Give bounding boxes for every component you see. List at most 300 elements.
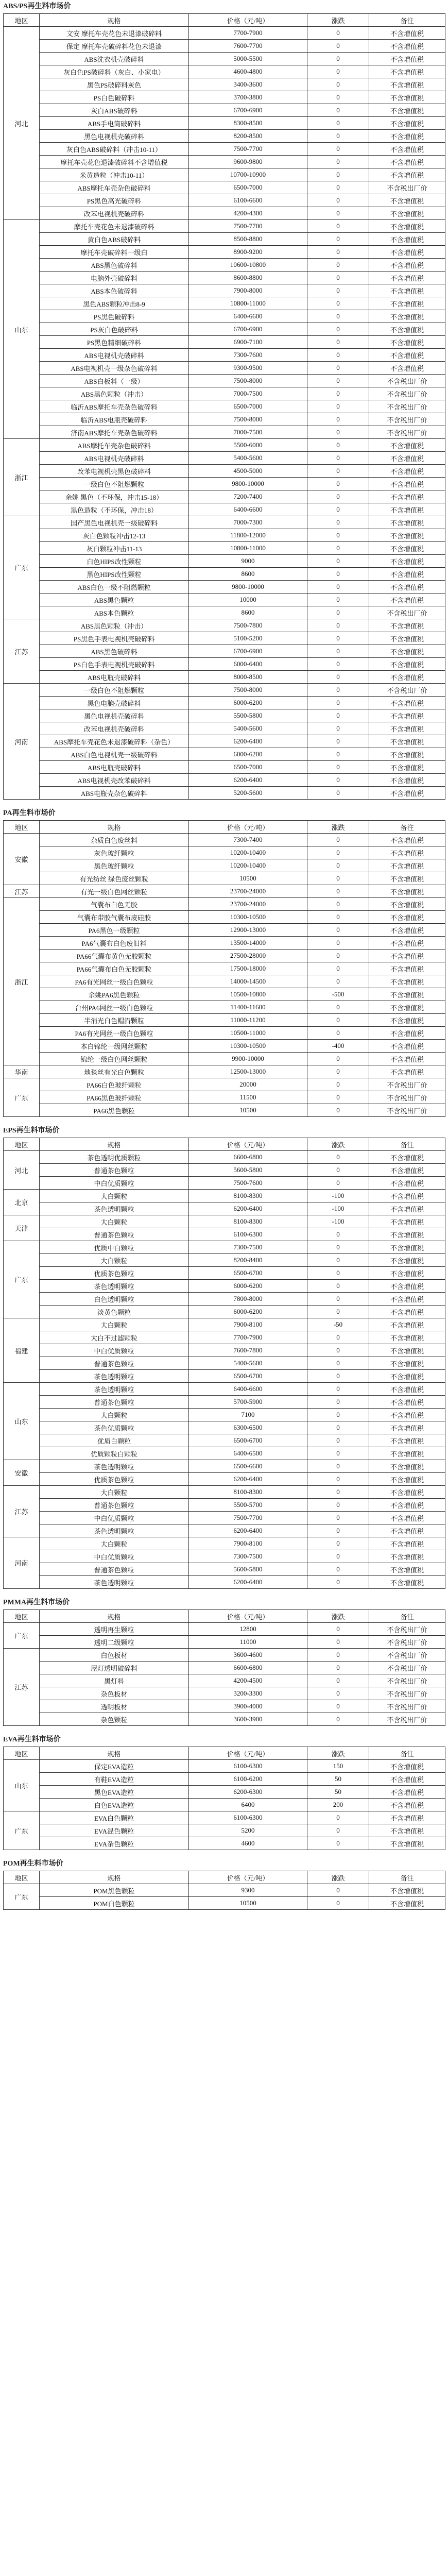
price-cell: 7100 [189,1409,307,1421]
spec-cell: 余姚PA6黑色颗粒 [40,988,189,1001]
change-cell: 0 [307,181,369,194]
table-row [4,1091,445,1104]
region-cell: 广东 [4,1241,40,1318]
spec-cell: 大白颗粒 [40,1409,189,1421]
change-cell: 0 [307,1824,369,1837]
table-row [4,516,445,529]
spec-cell: 白色HIPS改性颗粒 [40,555,189,568]
change-cell: 0 [307,516,369,529]
column-header: 备注 [369,1138,445,1151]
spec-cell: 锦纶一级白色网丝颗粒 [40,1053,189,1065]
table-row [4,722,445,735]
table-row [4,1434,445,1447]
change-cell: 0 [307,542,369,555]
change-cell: 0 [307,104,369,117]
change-cell: 0 [307,27,369,40]
note-cell: 不含增值税 [369,1202,445,1215]
price-cell: 6900-7100 [189,336,307,349]
table-row [4,1524,445,1537]
note-cell: 不含增值税 [369,988,445,1001]
note-cell: 不含增值税 [369,658,445,671]
note-cell: 不含增值税 [369,645,445,658]
note-cell: 不含增值税 [369,529,445,542]
price-cell: 8100-8300 [189,1190,307,1202]
change-cell: 0 [307,1254,369,1267]
change-cell: 0 [307,748,369,761]
note-cell: 不含增值税 [369,1190,445,1202]
note-cell: 不含增值税 [369,130,445,143]
change-cell: 0 [307,1687,369,1700]
note-cell: 不含增值税 [369,272,445,284]
note-cell: 不含增值税 [369,233,445,246]
table-row [4,555,445,568]
price-cell: 9800-10000 [189,478,307,490]
change-cell: 0 [307,722,369,735]
table-row [4,1215,445,1228]
spec-cell: PS灰白色破碎料 [40,323,189,336]
price-cell: 6500-6700 [189,1434,307,1447]
spec-cell: ABS黑色破碎料 [40,259,189,272]
change-cell: 0 [307,937,369,950]
note-cell: 不含税出厂价 [369,606,445,619]
note-cell: 不含增值税 [369,65,445,78]
price-cell: 6200-6400 [189,1202,307,1215]
note-cell: 不含增值税 [369,542,445,555]
column-header: 涨跌 [307,1747,369,1760]
note-cell: 不含增值税 [369,1267,445,1280]
spec-cell: ABS电视机壳破碎料 [40,452,189,465]
spec-cell: ABS黑色颗粒（冲击） [40,619,189,632]
change-cell: 0 [307,1447,369,1460]
note-cell: 不含增值税 [369,975,445,988]
table-row [4,40,445,53]
header-row [4,1747,445,1760]
table-row [4,426,445,439]
spec-cell: 优质茶色颗粒 [40,1473,189,1486]
note-cell: 不含增值税 [369,787,445,800]
price-cell: 6100-6600 [189,194,307,207]
table-row [4,1636,445,1649]
spec-cell: 临沂ABS电瓶壳破碎料 [40,413,189,426]
price-cell: 5600-5800 [189,1164,307,1177]
change-cell: 0 [307,1370,369,1383]
table-row [4,156,445,168]
spec-cell: 茶色优质颗粒 [40,1421,189,1434]
price-cell: 6100-6300 [189,1760,307,1773]
note-cell: 不含增值税 [369,1409,445,1421]
table-row [4,27,445,40]
note-cell: 不含增值税 [369,1447,445,1460]
column-header: 备注 [369,1610,445,1623]
spec-cell: 黑灯料 [40,1674,189,1687]
spec-cell: 大白颗粒 [40,1318,189,1331]
change-cell: 0 [307,130,369,143]
table-row [4,1151,445,1164]
table-row [4,859,445,872]
spec-cell: 中白优质颗粒 [40,1512,189,1524]
spec-cell: 灰白色ABS破碎料（冲击10-11） [40,143,189,156]
column-header: 备注 [369,14,445,27]
table-row [4,1357,445,1370]
change-cell: 50 [307,1786,369,1799]
note-cell: 不含增值税 [369,1027,445,1040]
change-cell: 0 [307,619,369,632]
region-cell: 河南 [4,1537,40,1589]
note-cell: 不含增值税 [369,885,445,898]
price-cell: 6400-6600 [189,1383,307,1396]
spec-cell: PA6有光网丝一级白色颗粒 [40,1027,189,1040]
note-cell: 不含增值税 [369,465,445,478]
change-cell: 0 [307,1897,369,1910]
price-cell: 8600 [189,568,307,581]
price-cell: 7700-7900 [189,27,307,40]
spec-cell: ABS摩托车壳花色未退漆破碎料（杂色） [40,735,189,748]
table-row [4,1027,445,1040]
note-cell: 不含税出厂价 [369,1091,445,1104]
spec-cell: 茶色透明颗粒 [40,1202,189,1215]
change-cell: 0 [307,1396,369,1409]
table-row [4,1228,445,1241]
spec-cell: 杂色颗粒 [40,1713,189,1726]
change-cell: 0 [307,1636,369,1649]
price-cell: 8100-8300 [189,1486,307,1499]
note-cell: 不含增值税 [369,1001,445,1014]
header-row [4,1138,445,1151]
spec-cell: EVA混色颗粒 [40,1824,189,1837]
spec-cell: 中白优质颗粒 [40,1550,189,1563]
price-cell: 6200-6400 [189,774,307,787]
change-cell: 0 [307,950,369,962]
table-row [4,1014,445,1027]
spec-cell: 茶色透明颗粒 [40,1524,189,1537]
table-row [4,787,445,800]
table-row [4,246,445,259]
price-cell: 5500-5800 [189,709,307,722]
spec-cell: 普通茶色颗粒 [40,1499,189,1512]
note-cell: 不含增值税 [369,1524,445,1537]
price-cell: 3200-3300 [189,1687,307,1700]
column-header: 涨跌 [307,821,369,834]
note-cell: 不含增值税 [369,1396,445,1409]
spec-cell: 改苯电视机壳黑色破碎料 [40,465,189,478]
note-cell: 不含税出厂价 [369,684,445,697]
column-header: 价格（元/吨） [189,1747,307,1760]
change-cell: 0 [307,1524,369,1537]
section-title: POM再生料市场价 [3,1860,63,1868]
change-cell: -500 [307,988,369,1001]
price-cell: 4200-4500 [189,1674,307,1687]
region-cell: 江苏 [4,619,40,684]
spec-cell: 有光一级白色网丝颗粒 [40,885,189,898]
price-cell: 6000-6200 [189,748,307,761]
price-table [3,1609,445,1726]
spec-cell: 一级白色不阻燃颗粒 [40,478,189,490]
change-cell: 0 [307,834,369,846]
region-cell: 华南 [4,1065,40,1078]
table-row [4,1760,445,1773]
change-cell: 0 [307,65,369,78]
price-cell: 12500-13000 [189,1065,307,1078]
note-cell: 不含增值税 [369,594,445,606]
column-header: 涨跌 [307,1610,369,1623]
note-cell: 不含增值税 [369,748,445,761]
change-cell: 0 [307,246,369,259]
change-cell: 0 [307,594,369,606]
section-gap [0,1726,448,1733]
spec-cell: 大白颗粒 [40,1254,189,1267]
spec-cell: ABS黑色破碎料 [40,645,189,658]
price-cell: 6100-6300 [189,1228,307,1241]
note-cell: 不含增值税 [369,761,445,774]
spec-cell: 摩托车壳花色未退漆破碎料 [40,220,189,233]
price-cell: 8500-8800 [189,233,307,246]
table-row [4,988,445,1001]
change-cell: 0 [307,1344,369,1357]
change-cell: 200 [307,1799,369,1811]
change-cell: 0 [307,962,369,975]
change-cell: 0 [307,168,369,181]
spec-cell: 摩托车壳花色退漆破碎料不含增值税 [40,156,189,168]
spec-cell: 本白锦纶一级网丝颗粒 [40,1040,189,1053]
spec-cell: PS黑色高光破碎料 [40,194,189,207]
note-cell: 不含税出厂价 [369,1636,445,1649]
change-cell: 0 [307,375,369,387]
column-header: 价格（元/吨） [189,1871,307,1884]
spec-cell: 一级白色不阻燃颗粒 [40,684,189,697]
note-cell: 不含增值税 [369,297,445,310]
change-cell: 0 [307,143,369,156]
note-cell: 不含增值税 [369,555,445,568]
price-cell: 10500 [189,872,307,885]
spec-cell: 透明板材 [40,1700,189,1713]
note-cell: 不含增值税 [369,1824,445,1837]
spec-cell: 透明再生颗粒 [40,1623,189,1636]
note-cell: 不含增值税 [369,220,445,233]
price-cell: 5400-5600 [189,1357,307,1370]
note-cell: 不含增值税 [369,1383,445,1396]
change-cell: 0 [307,1811,369,1824]
table-row [4,78,445,91]
change-cell: 0 [307,156,369,168]
change-cell: 0 [307,284,369,297]
spec-cell: 茶色透明颗粒 [40,1460,189,1473]
table-row [4,1280,445,1293]
price-cell: 10000 [189,594,307,606]
spec-cell: 茶色透明优质颗粒 [40,1151,189,1164]
price-cell: 6500-6600 [189,1460,307,1473]
spec-cell: 改苯电视机壳破碎料 [40,207,189,220]
price-cell: 8200-8500 [189,130,307,143]
column-header: 规格 [40,1871,189,1884]
price-cell: 5200-5600 [189,787,307,800]
note-cell: 不含增值税 [369,143,445,156]
note-cell: 不含增值税 [369,478,445,490]
change-cell: 0 [307,310,369,323]
note-cell: 不含增值税 [369,1318,445,1331]
table-row [4,950,445,962]
note-cell: 不含增值税 [369,568,445,581]
spec-cell: 屋灯透明破碎料 [40,1662,189,1674]
change-cell: 0 [307,1550,369,1563]
table-row [4,1700,445,1713]
note-cell: 不含税出厂价 [369,1104,445,1117]
spec-cell: POM白色颗粒 [40,1897,189,1910]
change-cell: 0 [307,1649,369,1662]
price-cell: 8600 [189,606,307,619]
table-row [4,1674,445,1687]
price-cell: 6600-6800 [189,1151,307,1164]
price-cell: 11400-11600 [189,1001,307,1014]
spec-cell: 灰白颗粒冲击11-13 [40,542,189,555]
change-cell: 0 [307,1001,369,1014]
note-cell: 不含增值税 [369,1550,445,1563]
price-cell: 6400-6600 [189,503,307,516]
note-cell: 不含税出厂价 [369,1713,445,1726]
table-row [4,1897,445,1910]
spec-cell: PS白色手表电视机壳破碎料 [40,658,189,671]
table-row [4,645,445,658]
table-row [4,143,445,156]
price-cell: 10300-10500 [189,1040,307,1053]
table-row [4,478,445,490]
spec-cell: 有光纺丝 绿色废丝颗粒 [40,872,189,885]
spec-cell: 黑色造粒（不环保，冲击18） [40,503,189,516]
table-row [4,465,445,478]
note-cell: 不含增值税 [369,581,445,594]
price-cell: 5700-5900 [189,1396,307,1409]
spec-cell: ABS电视机壳破碎料 [40,349,189,362]
spec-cell: 普通茶色颗粒 [40,1396,189,1409]
change-cell: 0 [307,194,369,207]
spec-cell: 杂色板材 [40,1687,189,1700]
table-row [4,1811,445,1824]
price-cell: 3400-3600 [189,78,307,91]
change-cell: 0 [307,1486,369,1499]
change-cell: 0 [307,1623,369,1636]
price-cell: 7900-8100 [189,1537,307,1550]
table-row [4,568,445,581]
change-cell: 0 [307,1177,369,1190]
price-cell: 7900-8100 [189,1318,307,1331]
column-header: 地区 [4,1747,40,1760]
note-cell: 不含增值税 [369,1331,445,1344]
note-cell: 不含增值税 [369,1486,445,1499]
table-row [4,1344,445,1357]
table-row [4,452,445,465]
table-row [4,1837,445,1850]
spec-cell: 灰色玻纤颗粒 [40,846,189,859]
column-header: 备注 [369,1871,445,1884]
region-cell: 福建 [4,1318,40,1383]
spec-cell: 茶色透明颗粒 [40,1280,189,1293]
price-cell: 6300-6500 [189,1421,307,1434]
price-cell: 4600-4800 [189,65,307,78]
change-cell: 0 [307,1512,369,1524]
table-row [4,846,445,859]
note-cell: 不含增值税 [369,1177,445,1190]
spec-cell: ABS摩托车壳杂色破碎料 [40,439,189,452]
note-cell: 不含增值税 [369,349,445,362]
change-cell: 0 [307,400,369,413]
table-row [4,1662,445,1674]
price-cell: 3600-4600 [189,1649,307,1662]
change-cell: 0 [307,529,369,542]
table-row [4,658,445,671]
price-cell: 8900-9200 [189,246,307,259]
change-cell: 0 [307,555,369,568]
note-cell: 不含税出厂价 [369,1649,445,1662]
price-cell: 17500-18000 [189,962,307,975]
change-cell: 0 [307,233,369,246]
spec-cell: ABS本色破碎料 [40,284,189,297]
table-row [4,503,445,516]
table-row [4,1713,445,1726]
change-cell: 0 [307,1499,369,1512]
change-cell: 0 [307,1837,369,1850]
spec-cell: 台州PA6网丝一级白色颗粒 [40,1001,189,1014]
spec-cell: PA6有光网丝一级白色颗粒 [40,975,189,988]
note-cell: 不含增值税 [369,911,445,924]
price-cell: 9000 [189,555,307,568]
spec-cell: 摩托车壳破碎料一级白 [40,246,189,259]
change-cell: 0 [307,581,369,594]
header-row [4,14,445,27]
table-row [4,1460,445,1473]
spec-cell: ABS白板料（一级） [40,375,189,387]
change-cell: 0 [307,975,369,988]
note-cell: 不含增值税 [369,846,445,859]
change-cell: 0 [307,1700,369,1713]
spec-cell: 保定 摩托车壳破碎料花色未退漆 [40,40,189,53]
table-row [4,1486,445,1499]
change-cell: 150 [307,1760,369,1773]
change-cell: 0 [307,387,369,400]
note-cell: 不含增值税 [369,937,445,950]
note-cell: 不含增值税 [369,168,445,181]
note-cell: 不含增值税 [369,516,445,529]
price-cell: 7500-8000 [189,375,307,387]
price-cell: 9300-9500 [189,362,307,375]
price-cell: 10500 [189,1897,307,1910]
change-cell: 0 [307,53,369,65]
table-row [4,1409,445,1421]
change-cell: 0 [307,924,369,937]
section-title: EVA再生料市场价 [3,1736,61,1743]
change-cell: 0 [307,336,369,349]
note-cell: 不含增值税 [369,1370,445,1383]
change-cell: 0 [307,465,369,478]
table-row [4,594,445,606]
table-row [4,1773,445,1786]
region-cell: 广东 [4,516,40,619]
section-title: PA再生料市场价 [3,809,56,817]
change-cell: 0 [307,911,369,924]
change-cell: 0 [307,645,369,658]
spec-cell: PA66白色玻纤颗粒 [40,1078,189,1091]
price-cell: 7300-7500 [189,1241,307,1254]
table-row [4,1537,445,1550]
note-cell: 不含税出厂价 [369,426,445,439]
note-cell: 不含增值税 [369,898,445,911]
section-gap [0,1910,448,1917]
change-cell: 0 [307,323,369,336]
change-cell: 0 [307,426,369,439]
spec-cell: 白色板材 [40,1649,189,1662]
note-cell: 不含增值税 [369,259,445,272]
spec-cell: 优质白颗粒 [40,1434,189,1447]
price-cell: 7500-8000 [189,413,307,426]
column-header: 地区 [4,1138,40,1151]
